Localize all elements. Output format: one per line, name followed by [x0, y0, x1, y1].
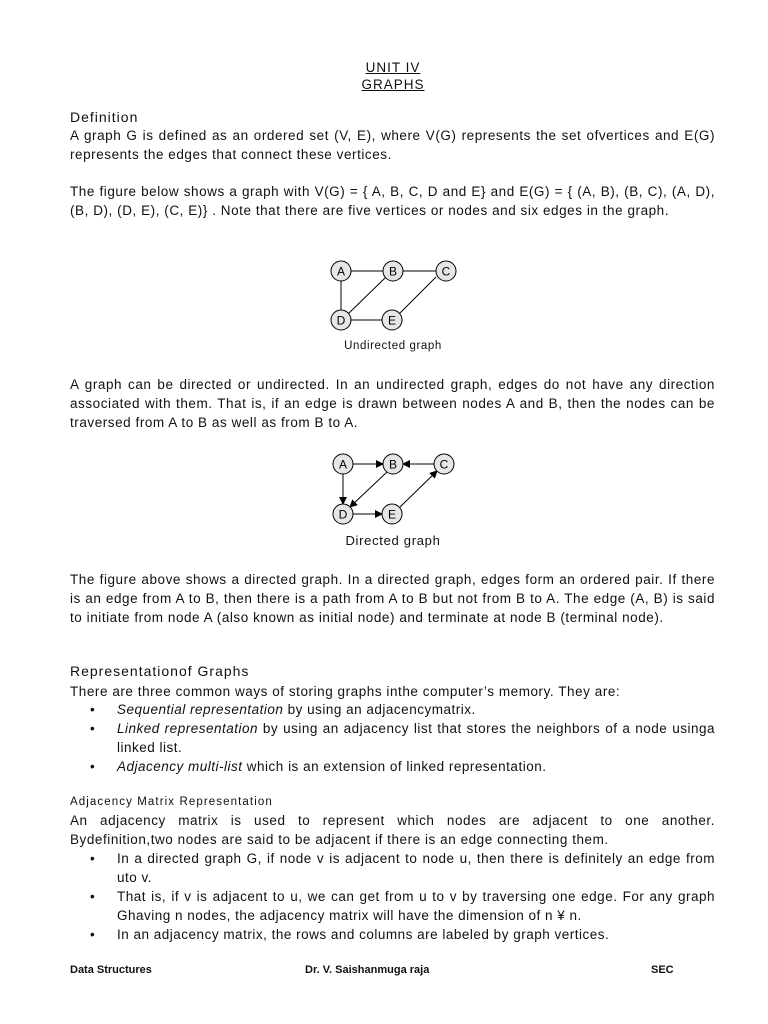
- list-item: [70, 757, 715, 776]
- list-item: [70, 849, 715, 887]
- vertex-set-paragraph: The figure below shows a graph with V(G) = { A, B, C, D and E} and E(G) = { (A, B), (B, C), (A, D), (B, D), (D, E), (C, E)} . Note that there are five vertices or nodes and six edges in the graph.: [70, 184, 715, 218]
- node-b-label: B: [388, 264, 398, 279]
- title-block: [0, 59, 768, 93]
- list-item: [70, 925, 715, 944]
- list-item-text: by using an adjacency list that stores the neighbors of a node usinga linked list.: [117, 721, 715, 755]
- adjacency-paragraph: An adjacency matrix is used to represent which nodes are adjacent to one another. Bydefinition,two nodes are said to be adjacent if there is an edge connecting them.: [70, 813, 715, 847]
- definition-heading: Definition: [70, 109, 139, 125]
- footer-institution: SEC: [651, 964, 674, 976]
- bullet-icon: •: [90, 927, 96, 942]
- node-b-label: B: [388, 457, 398, 472]
- bullet-icon: •: [90, 889, 96, 904]
- representation-heading: Representationof Graphs: [70, 663, 250, 679]
- unit-title: UNIT IV: [365, 60, 421, 75]
- list-item-text: In an adjacency matrix, the rows and columns are labeled by graph vertices.: [117, 927, 610, 942]
- list-item-text: That is, if v is adjacent to u, we can get from u to v by traversing one edge. For any graph Ghaving n nodes, the adjacency matrix will have the dimension of n ¥ n.: [117, 889, 715, 923]
- undirected-graph-caption: Undirected graph: [344, 340, 442, 352]
- directed-graph-figure: [320, 449, 460, 529]
- node-e-label: E: [387, 507, 397, 522]
- footer-author: Dr. V. Saishanmuga raja: [305, 964, 430, 976]
- list-item-text: In a directed graph G, if node v is adjacent to node u, then there is definitely an edge from uto v.: [117, 851, 715, 885]
- bullet-icon: •: [90, 702, 96, 717]
- list-item: [70, 719, 715, 757]
- node-d-label: D: [338, 507, 348, 522]
- edge-c-e: [399, 277, 436, 314]
- bullet-icon: •: [90, 851, 96, 866]
- arc-b-d: [350, 472, 387, 507]
- node-c-label: C: [441, 264, 451, 279]
- list-item-text: by using an adjacencymatrix.: [283, 702, 476, 717]
- directed-graph-caption: Directed graph: [345, 533, 441, 548]
- directed-undirected-paragraph: A graph can be directed or undirected. In an undirected graph, edges do not have any direction associated with them. That is, if an edge is drawn between nodes A and B, then the nodes can be traversed from A to B as well as from B to A.: [70, 377, 715, 430]
- adjacency-list: [70, 849, 715, 944]
- list-item-text: which is an extension of linked representation.: [242, 759, 547, 774]
- list-item-emphasis: Adjacency multi-list: [117, 759, 243, 774]
- representation-intro: There are three common ways of storing graphs inthe computer’s memory. They are:: [70, 684, 621, 699]
- node-c-label: C: [439, 457, 449, 472]
- definition-paragraph: A graph G is defined as an ordered set (V, E), where V(G) represents the set ofvertices and E(G) represents the edges that connect these vertices.: [70, 128, 715, 162]
- list-item: [70, 887, 715, 925]
- adjacency-heading: Adjacency Matrix Representation: [70, 796, 273, 808]
- list-item: [70, 700, 715, 719]
- undirected-graph-figure: [320, 256, 460, 336]
- node-a-label: A: [336, 264, 346, 279]
- topic-title: GRAPHS: [361, 77, 425, 92]
- bullet-icon: •: [90, 759, 96, 774]
- node-d-label: D: [336, 313, 346, 328]
- node-a-label: A: [338, 457, 348, 472]
- list-item-emphasis: Linked representation: [117, 721, 258, 736]
- list-item-emphasis: Sequential representation: [117, 702, 284, 717]
- representation-list: [70, 700, 715, 776]
- bullet-icon: •: [90, 721, 96, 736]
- footer-course: Data Structures: [70, 964, 152, 976]
- directed-graph-paragraph: The figure above shows a directed graph. In a directed graph, edges form an ordered pair. If there is an edge from A to B, then there is a path from A to B but not from B to A. The edge (A, B) is said to initiate from node A (also known as initial node) and terminate at node B (terminal node).: [70, 572, 715, 625]
- arc-e-c: [400, 471, 437, 507]
- node-e-label: E: [387, 313, 397, 328]
- edge-b-d: [348, 278, 385, 314]
